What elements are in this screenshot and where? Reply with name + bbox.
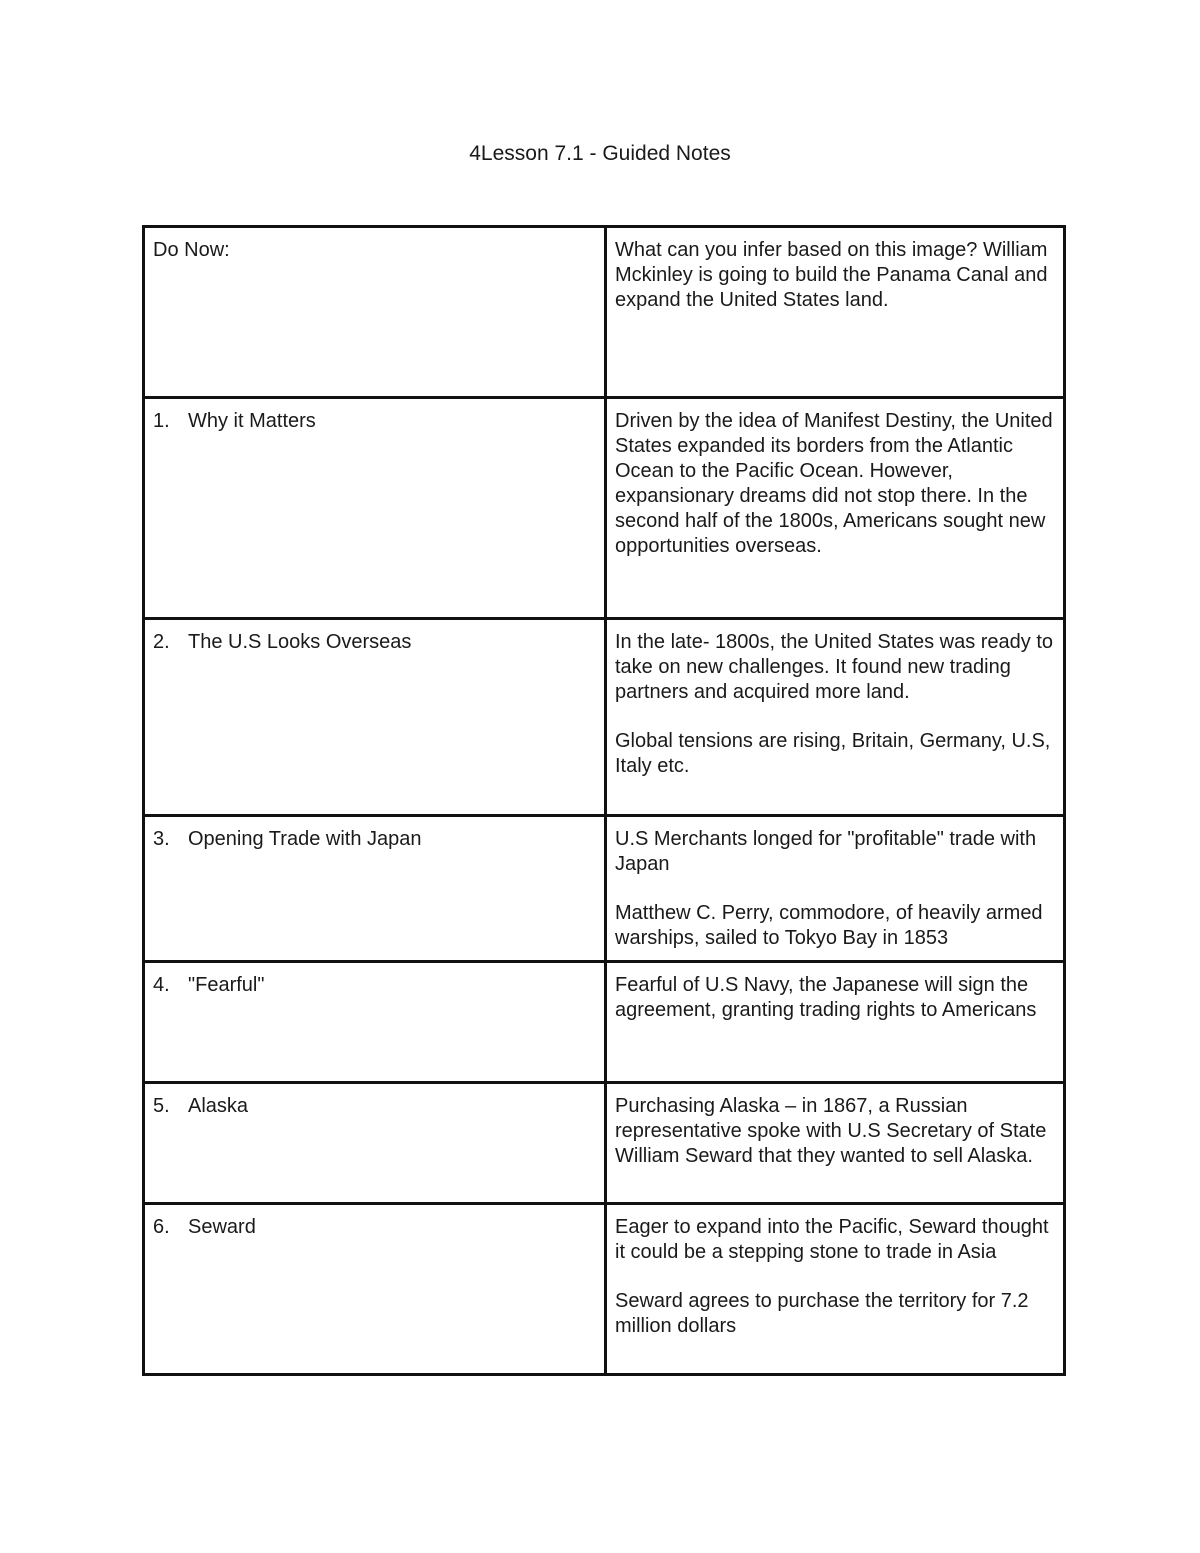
notes-paragraph: Driven by the idea of Manifest Destiny, the United States expanded its borders from the Atlantic Ocean to the Pacific Ocean. However, expansionary dreams did not stop there. In the second half of the 1800s, Americans sought new opportunities overseas.: [615, 410, 1053, 557]
topic-label: The U.S Looks Overseas: [188, 631, 412, 653]
topic-label: "Fearful": [188, 974, 265, 996]
table-row: [144, 1204, 1065, 1375]
table-row: [144, 962, 1065, 1083]
topic-label: Alaska: [188, 1095, 249, 1117]
notes-paragraph: In the late- 1800s, the United States was ready to take on new challenges. It found new trading partners and acquired more land.: [615, 631, 1054, 703]
topic-label: Seward: [188, 1216, 256, 1238]
table-row: [144, 398, 1065, 619]
page-title: 4Lesson 7.1 - Guided Notes: [469, 142, 731, 165]
topic-number: 1.: [153, 410, 170, 432]
topic-item: [153, 1094, 596, 1119]
row-label-cell: [144, 398, 606, 619]
table-row-do-now: [144, 227, 1065, 398]
topic-number: 2.: [153, 631, 170, 653]
notes-paragraph: Seward agrees to purchase the territory for 7.2 million dollars: [615, 1290, 1029, 1337]
topic-label: Opening Trade with Japan: [188, 828, 422, 850]
topic-number: 6.: [153, 1216, 170, 1238]
notes-paragraph: Fearful of U.S Navy, the Japanese will sign the agreement, granting trading rights to Americans: [615, 974, 1037, 1021]
row-label-cell: [144, 962, 606, 1083]
topic-number: 5.: [153, 1095, 170, 1117]
row-notes-cell: [606, 816, 1065, 962]
do-now-label: Do Now:: [153, 239, 230, 261]
row-notes-cell: [606, 398, 1065, 619]
notes-paragraph: Purchasing Alaska – in 1867, a Russian representative spoke with U.S Secretary of State William Seward that they wanted to sell Alaska.: [615, 1095, 1047, 1167]
topic-number: 3.: [153, 828, 170, 850]
topic-item: [153, 973, 596, 998]
row-label-cell: [144, 1204, 606, 1375]
topic-item: [153, 1215, 596, 1240]
row-notes-cell: [606, 619, 1065, 816]
row-notes-cell: [606, 962, 1065, 1083]
row-notes-cell: [606, 1083, 1065, 1204]
row-label-cell: [144, 816, 606, 962]
topic-item: [153, 827, 596, 852]
topic-item: [153, 630, 596, 655]
guided-notes-table: [142, 225, 1066, 1376]
row-notes-cell: [606, 227, 1065, 398]
notes-paragraph: U.S Merchants longed for "profitable" trade with Japan: [615, 828, 1037, 875]
row-label-cell: [144, 227, 606, 398]
topic-label: Why it Matters: [188, 410, 316, 432]
notes-paragraph: Eager to expand into the Pacific, Seward thought it could be a stepping stone to trade in Asia: [615, 1216, 1049, 1263]
topic-item: [153, 409, 596, 434]
topic-number: 4.: [153, 974, 170, 996]
notes-paragraph: Global tensions are rising, Britain, Germany, U.S, Italy etc.: [615, 730, 1051, 777]
row-label-cell: [144, 619, 606, 816]
row-label-cell: [144, 1083, 606, 1204]
notes-paragraph: Matthew C. Perry, commodore, of heavily armed warships, sailed to Tokyo Bay in 1853: [615, 902, 1043, 949]
table-row: [144, 1083, 1065, 1204]
table-row: [144, 816, 1065, 962]
notes-paragraph: What can you infer based on this image? William Mckinley is going to build the Panama Canal and expand the United States land.: [615, 239, 1048, 311]
row-notes-cell: [606, 1204, 1065, 1375]
table-row: [144, 619, 1065, 816]
